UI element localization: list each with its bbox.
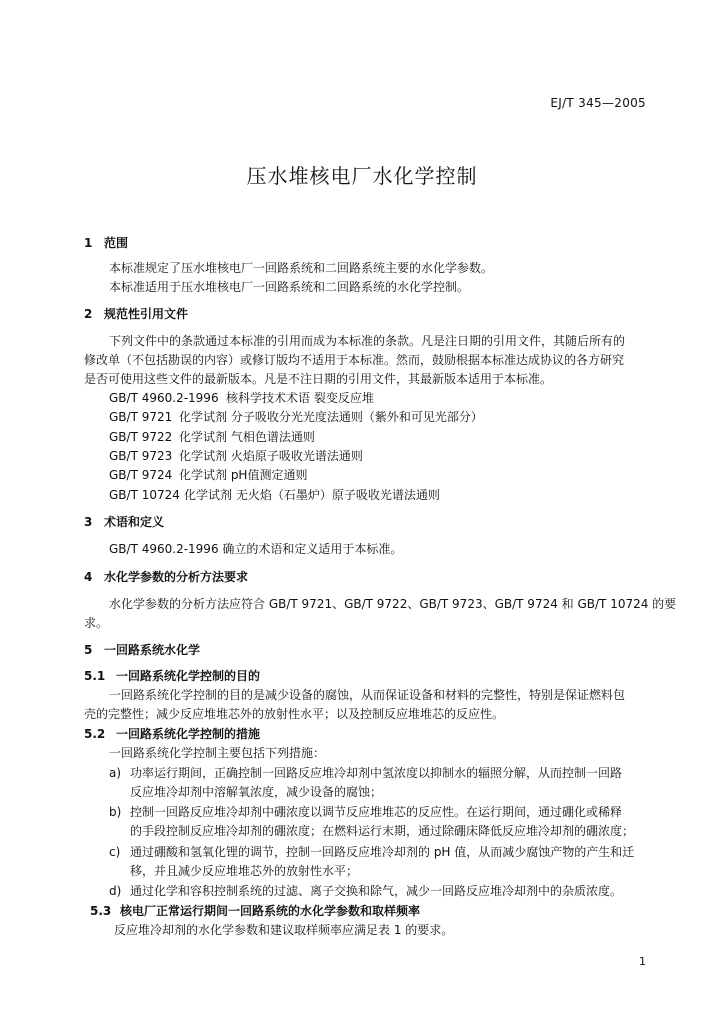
list-item-line-1: 功率运行期间，正确控制一回路反应堆冷却剂中氢浓度以抑制水的辐照分解，从而控制一回路 [130, 766, 623, 780]
section-5-number: 5 [84, 643, 93, 657]
section-5-1-number: 5.1 [84, 669, 106, 683]
list-item-line-2: 的手段控制反应堆冷却剂的硼浓度；在燃料运行末期，通过除硼床降低反应堆冷却剂的硼浓度； [130, 824, 635, 838]
page-title: 压水堆核电厂水化学控制 [246, 164, 478, 188]
section-3-para: GB/T 4960.2-1996 确立的术语和定义适用于本标准。 [109, 542, 403, 556]
section-1-para-2: 本标准适用于压水堆核电厂一回路系统和二回路系统的水化学控制。 [109, 280, 470, 294]
list-item-line-2: 移，并且减少反应堆堆芯外的放射性水平； [130, 864, 359, 878]
section-3-heading: 术语和定义 [104, 515, 165, 529]
list-item-marker: c) [109, 845, 121, 859]
ref-code: GB/T 10724 [109, 488, 180, 502]
section-5-heading: 一回路系统水化学 [104, 643, 201, 657]
page-number: 1 [639, 955, 646, 968]
section-2-number: 2 [84, 307, 93, 321]
section-4-para-line-2: 求。 [84, 616, 109, 630]
section-4-heading: 水化学参数的分析方法要求 [104, 570, 249, 584]
section-5-1-line-2: 壳的完整性；减少反应堆堆芯外的放射性水平；以及控制反应堆堆芯的反应性。 [84, 707, 505, 721]
section-5-2-heading: 一回路系统化学控制的措施 [116, 727, 261, 741]
section-5-1-heading: 一回路系统化学控制的目的 [116, 669, 261, 683]
list-item-line-2: 反应堆冷却剂中溶解氧浓度，减少设备的腐蚀； [130, 785, 383, 799]
section-5-3-heading: 核电厂正常运行期间一回路系统的水化学参数和取样频率 [120, 904, 421, 918]
ref-title: 化学试剂 无火焰（石墨炉）原子吸收光谱法通则 [184, 488, 440, 502]
ref-code: GB/T 9723 [109, 449, 173, 463]
section-1-para-1: 本标准规定了压水堆核电厂一回路系统和二回路系统主要的水化学参数。 [109, 261, 494, 275]
section-2-para-line-1: 下列文件中的条款通过本标准的引用而成为本标准的条款。凡是注日期的引用文件，其随后所有的 [109, 334, 626, 348]
ref-title: 化学试剂 pH值测定通则 [179, 468, 308, 482]
section-5-3-para: 反应堆冷却剂的水化学参数和建议取样频率应满足表 1 的要求。 [114, 923, 454, 937]
ref-code: GB/T 9724 [109, 468, 173, 482]
section-1-number: 1 [84, 236, 93, 250]
list-item-line-1: 通过硼酸和氢氧化锂的调节，控制一回路反应堆冷却剂的 pH 值，从而减少腐蚀产物的产生和迁 [130, 845, 635, 859]
list-item-marker: b) [109, 805, 122, 819]
section-5-3-number: 5.3 [90, 904, 112, 918]
section-4-number: 4 [84, 570, 93, 584]
section-1-heading: 范围 [104, 236, 129, 250]
list-item-marker: a) [109, 766, 122, 780]
ref-code: GB/T 9722 [109, 430, 173, 444]
ref-title: 化学试剂 气相色谱法通则 [179, 430, 315, 444]
ref-code: GB/T 4960.2-1996 [109, 391, 219, 405]
list-item-line-1: 通过化学和容积控制系统的过滤、离子交换和除气，减少一回路反应堆冷却剂中的杂质浓度。 [130, 884, 623, 898]
ref-title: 化学试剂 分子吸收分光光度法通则（紫外和可见光部分） [179, 410, 483, 424]
ref-title: 核科学技术术语 裂变反应堆 [226, 391, 374, 405]
section-2-para-line-2: 修改单（不包括勘误的内容）或修订版均不适用于本标准。然而，鼓励根据本标准达成协议的各方研究 [84, 353, 625, 367]
section-5-2-intro: 一回路系统化学控制主要包括下列措施： [109, 746, 326, 760]
section-2-heading: 规范性引用文件 [104, 307, 189, 321]
standard-code: EJ/T 345—2005 [550, 96, 646, 110]
section-5-2-number: 5.2 [84, 727, 106, 741]
list-item-marker: d) [109, 884, 122, 898]
list-item-line-1: 控制一回路反应堆冷却剂中硼浓度以调节反应堆堆芯的反应性。在运行期间，通过硼化或稀释 [130, 805, 623, 819]
section-2-para-line-3: 是否可使用这些文件的最新版本。凡是不注日期的引用文件，其最新版本适用于本标准。 [84, 372, 553, 386]
ref-code: GB/T 9721 [109, 410, 173, 424]
section-5-1-line-1: 一回路系统化学控制的目的是减少设备的腐蚀，从而保证设备和材料的完整性，特别是保证燃料包 [109, 688, 626, 702]
section-3-number: 3 [84, 515, 93, 529]
section-4-para-line-1: 水化学参数的分析方法应符合 GB/T 9721、GB/T 9722、GB/T 9723、GB/T 9724 和 GB/T 10724 的要 [109, 597, 677, 611]
ref-title: 化学试剂 火焰原子吸收光谱法通则 [179, 449, 363, 463]
